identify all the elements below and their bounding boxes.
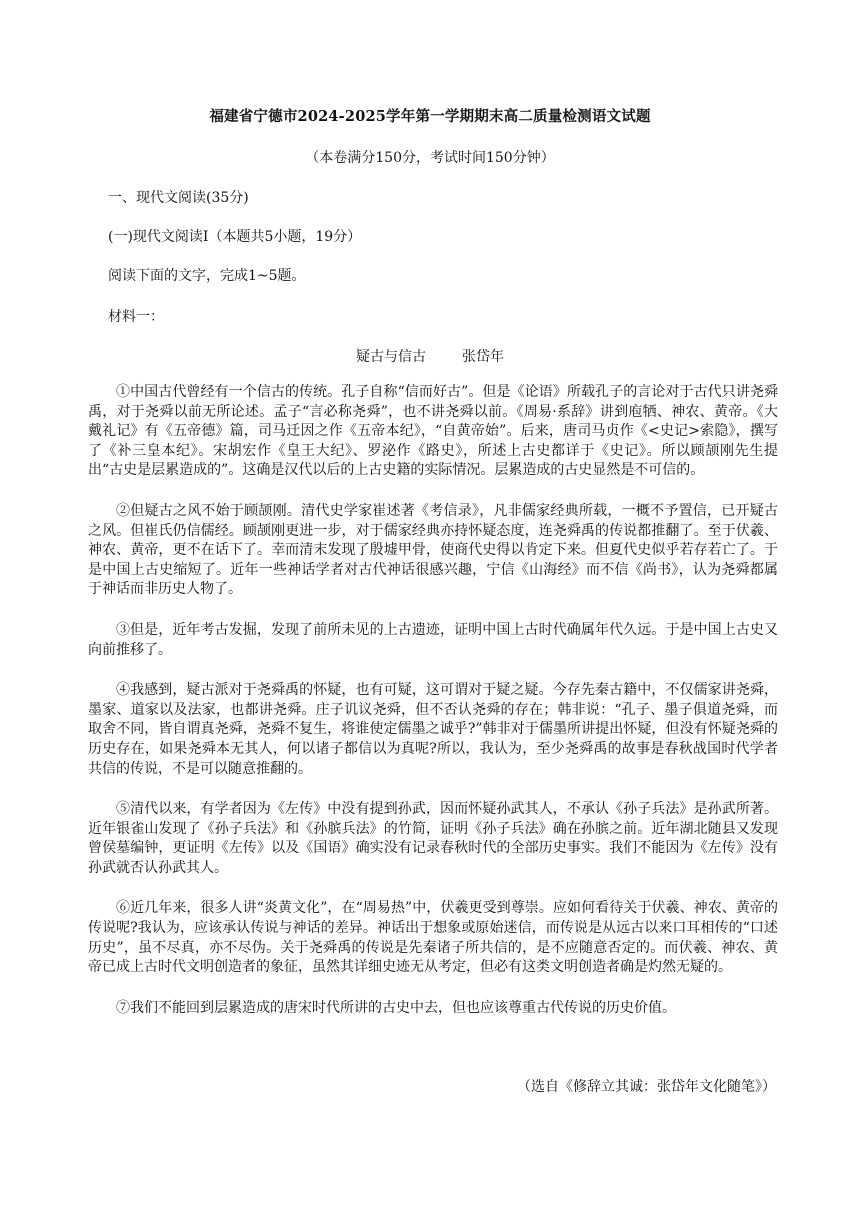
paragraph-7: ⑦我们不能回到层累造成的唐宋时代所讲的古史中去，但也应该尊重古代传说的历史价值。 [116,999,676,1016]
article-author: 张岱年 [462,349,504,365]
paragraph-3: ③但是，近年考古发掘，发现了前所未见的上古遗迹，证明中国上古时代确属年代久远。于是中国上古史又向前推移了。 [88,621,778,658]
article-title: 疑古与信古 [356,349,426,365]
article-body [88,383,778,1039]
article-source: （选自《修辞立其诚：张岱年文化随笔》） [517,1079,776,1095]
section-subheading: (一)现代文阅读Ⅰ（本题共5小题，19分） [108,229,362,245]
exam-subtitle: （本卷满分150分，考试时间150分钟） [305,150,555,166]
paragraph-4: ④我感到，疑古派对于尧舜禹的怀疑，也有可疑，这可谓对于疑之疑。今存先秦古籍中，不仅儒家讲尧舜，墨家、道家以及法家，也都讲尧舜。庄子讥议尧舜，但不否认尧舜的存在；韩非说：“孔子、墨子俱道尧舜，而取舍不同，皆自谓真尧舜，尧舜不复生，将谁使定儒墨之诚乎?”韩非对于儒墨所讲提出怀疑，但没有怀疑尧舜的历史存在，如果尧舜本无其人，何以诸子都信以为真呢?所以，我认为，至少尧舜禹的故事是春秋战国时代学者共信的传说，不是可以随意推翻的。 [88,682,778,777]
paragraph-2: ②但疑古之风不始于顾颉刚。清代史学家崔述著《考信录》，凡非儒家经典所载，一概不予置信，已开疑古之风。但崔氏仍信儒经。顾颉刚更进一步，对于儒家经典亦持怀疑态度，连尧舜禹的传说都推翻了。至于伏羲、神农、黄帝，更不在话下了。幸而清末发现了殷墟甲骨，使商代史得以肯定下来。但夏代史似乎若存若亡了。于是中国上古史缩短了。近年一些神话学者对古代神话很感兴趣，宁信《山海经》而不信《尚书》，认为尧舜都属于神话而非历史人物了。 [88,502,778,598]
exam-title: 福建省宁德市2024-2025学年第一学期期末高二质量检测语文试题 [209,108,651,125]
paragraph-1: ①中国古代曾经有一个信古的传统。孔子自称“信而好古”。但是《论语》所载孔子的言论对于古代只讲尧舜禹，对于尧舜以前无所论述。孟子“言必称尧舜”，也不讲尧舜以前。《周易·系辞》讲到庖牺、神农、黄帝。《大戴礼记》有《五帝德》篇，司马迁因之作《五帝本纪》，“自黄帝始”。后来，唐司马贞作《<史记>索隐》，撰写了《补三皇本纪》。宋胡宏作《皇王大纪》、罗泌作《路史》，所述上古史都详于《史记》。所以顾颉刚先生提出“古史是层累造成的”。这确是汉代以后的上古史籍的实际情况。层累造成的古史显然是不可信的。 [88,384,778,479]
paragraph-6: ⑥近几年来，很多人讲“炎黄文化”，在“周易热”中，伏羲更受到尊崇。应如何看待关于伏羲、神农、黄帝的传说呢?我认为，应该承认传说与神话的差异。神话出于想象或原始迷信，而传说是从远古以来口耳相传的“口述历史”，虽不尽真，亦不尽伪。关于尧舜禹的传说是先秦诸子所共信的，是不应随意否定的。而伏羲、神农、黄帝已成上古时代文明创造者的象征，虽然其详细史迹无从考定，但必有这类文明创造者确是灼然无疑的。 [88,900,778,976]
material-label: 材料一： [108,309,164,325]
reading-instruction: 阅读下面的文字，完成1~5题。 [108,268,306,284]
section-heading: 一、现代文阅读(35分) [108,190,249,206]
paragraph-5: ⑤清代以来，有学者因为《左传》中没有提到孙武，因而怀疑孙武其人，不承认《孙子兵法》是孙武所著。近年银雀山发现了《孙子兵法》和《孙膑兵法》的竹简，证明《孙子兵法》确在孙膑之前。近年湖北随县又发现曾侯墓编钟，更证明《左传》以及《国语》确实没有记录春秋时代的全部历史事实。我们不能因为《左传》没有孙武就否认孙武其人。 [88,801,778,876]
article-heading [0,346,860,366]
